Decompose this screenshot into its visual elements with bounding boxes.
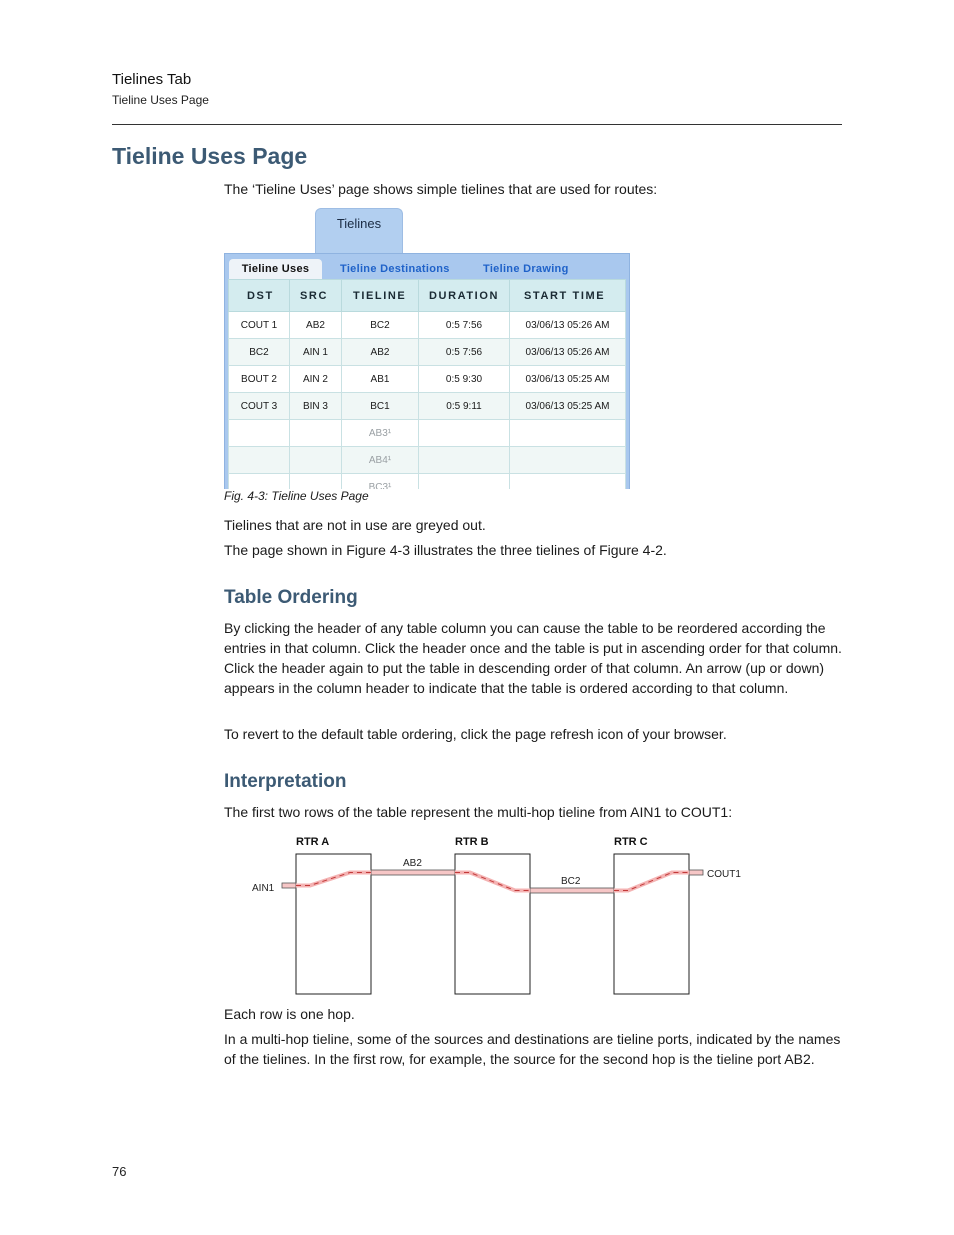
table-cell: 03/06/13 05:26 AM [510, 312, 626, 339]
figure-caption: Fig. 4-3: Tieline Uses Page [224, 489, 369, 503]
port-label-ain1: AIN1 [252, 883, 275, 894]
table-cell: 03/06/13 05:25 AM [510, 393, 626, 420]
table-cell: 03/06/13 05:25 AM [510, 366, 626, 393]
table-cell: COUT 1 [229, 312, 290, 339]
table-cell [229, 447, 290, 474]
tieline-uses-table [228, 279, 626, 489]
table-cell [419, 474, 510, 490]
interpretation-heading: Interpretation [224, 771, 347, 792]
table-cell [419, 420, 510, 447]
table-cell [229, 420, 290, 447]
table-row-unused [229, 474, 626, 490]
hop-note: Each row is one hop. [224, 1006, 355, 1022]
table-cell [229, 474, 290, 490]
table-cell [290, 447, 342, 474]
tieline-bc2 [530, 888, 614, 893]
router-c-label: RTR C [614, 836, 648, 848]
router-a-box [296, 854, 371, 994]
table-cell-greyed: AB4¹ [342, 447, 419, 474]
port-label-cout1: COUT1 [707, 869, 741, 880]
page-title: Tieline Uses Page [112, 143, 308, 169]
table-cell: AIN 2 [290, 366, 342, 393]
router-b-label: RTR B [455, 836, 489, 848]
table-cell: 0:5 7:56 [419, 312, 510, 339]
table-cell: BIN 3 [290, 393, 342, 420]
table-cell: BC2 [342, 312, 419, 339]
greyed-out-note: Tielines that are not in use are greyed out. [224, 517, 486, 533]
intro-paragraph: The ‘Tieline Uses’ page shows simple tielines that are used for routes: [224, 181, 658, 197]
table-row [229, 366, 626, 393]
table-row [229, 339, 626, 366]
tab-tieline-drawing[interactable]: Tieline Drawing [483, 263, 569, 275]
running-header-subsection: Tieline Uses Page [112, 93, 209, 107]
table-row-unused [229, 420, 626, 447]
figure-reference-paragraph: The page shown in Figure 4-3 illustrates the three tielines of Figure 4-2. [224, 542, 667, 558]
router-b-box [455, 854, 530, 994]
column-header-duration[interactable]: DURATION [419, 280, 510, 312]
table-cell [510, 474, 626, 490]
table-row-unused [229, 447, 626, 474]
table-cell: BC2 [229, 339, 290, 366]
tieline-uses-table-wrap [228, 279, 625, 489]
table-cell: AB1 [342, 366, 419, 393]
table-ordering-paragraph: By clicking the header of any table column you can cause the table to be reordered according the entries in that column. Click the header once and the table is put in ascending order for that column. Click the header again to put the table in descending order of that column. An arrow (up or down) appears in the column header to indicate that the table is ordered according to that column. [224, 620, 842, 696]
table-row [229, 312, 626, 339]
header-rule [112, 124, 842, 125]
table-cell: 0:5 9:30 [419, 366, 510, 393]
port-label-ab2: AB2 [403, 858, 422, 869]
table-cell [510, 447, 626, 474]
column-header-dst[interactable]: DST [229, 280, 290, 312]
table-cell-greyed: AB3¹ [342, 420, 419, 447]
revert-ordering-paragraph: To revert to the default table ordering, click the page refresh icon of your browser. [224, 726, 727, 742]
table-cell: 03/06/13 05:26 AM [510, 339, 626, 366]
page-number: 76 [112, 1164, 127, 1179]
tieline-ab2 [371, 870, 455, 875]
table-cell [419, 447, 510, 474]
table-cell-greyed: BC3¹ [342, 474, 419, 490]
table-cell: AB2 [290, 312, 342, 339]
router-c-box [614, 854, 689, 994]
interpretation-paragraph: The first two rows of the table represent the multi-hop tieline from AIN1 to COUT1: [224, 804, 733, 820]
table-cell: AB2 [342, 339, 419, 366]
router-a-label: RTR A [296, 836, 330, 848]
running-header-section: Tielines Tab [112, 71, 192, 88]
table-ordering-heading: Table Ordering [224, 587, 358, 608]
table-cell: 0:5 9:11 [419, 393, 510, 420]
column-header-start-time[interactable]: START TIME [510, 280, 626, 312]
table-cell: COUT 3 [229, 393, 290, 420]
table-cell: 0:5 7:56 [419, 339, 510, 366]
table-cell: BC1 [342, 393, 419, 420]
column-header-src[interactable]: SRC [290, 280, 342, 312]
table-cell: AIN 1 [290, 339, 342, 366]
tielines-top-tab[interactable]: Tielines [315, 208, 403, 257]
table-cell [510, 420, 626, 447]
multi-hop-explanation: In a multi-hop tieline, some of the sources and destinations are tieline ports, indicated by the names of the tielines. In the first row, for example, the source for the second hop is the tieline port AB2. [224, 1031, 841, 1067]
multi-hop-tieline-diagram [240, 830, 760, 1000]
tab-tieline-destinations[interactable]: Tieline Destinations [340, 263, 450, 275]
table-row [229, 393, 626, 420]
tieline-uses-screenshot [224, 207, 630, 489]
table-cell: BOUT 2 [229, 366, 290, 393]
table-cell [290, 474, 342, 490]
tab-tieline-uses[interactable]: Tieline Uses [229, 259, 322, 279]
table-cell [290, 420, 342, 447]
port-label-bc2: BC2 [561, 876, 581, 887]
column-header-tieline[interactable]: TIELINE [342, 280, 419, 312]
